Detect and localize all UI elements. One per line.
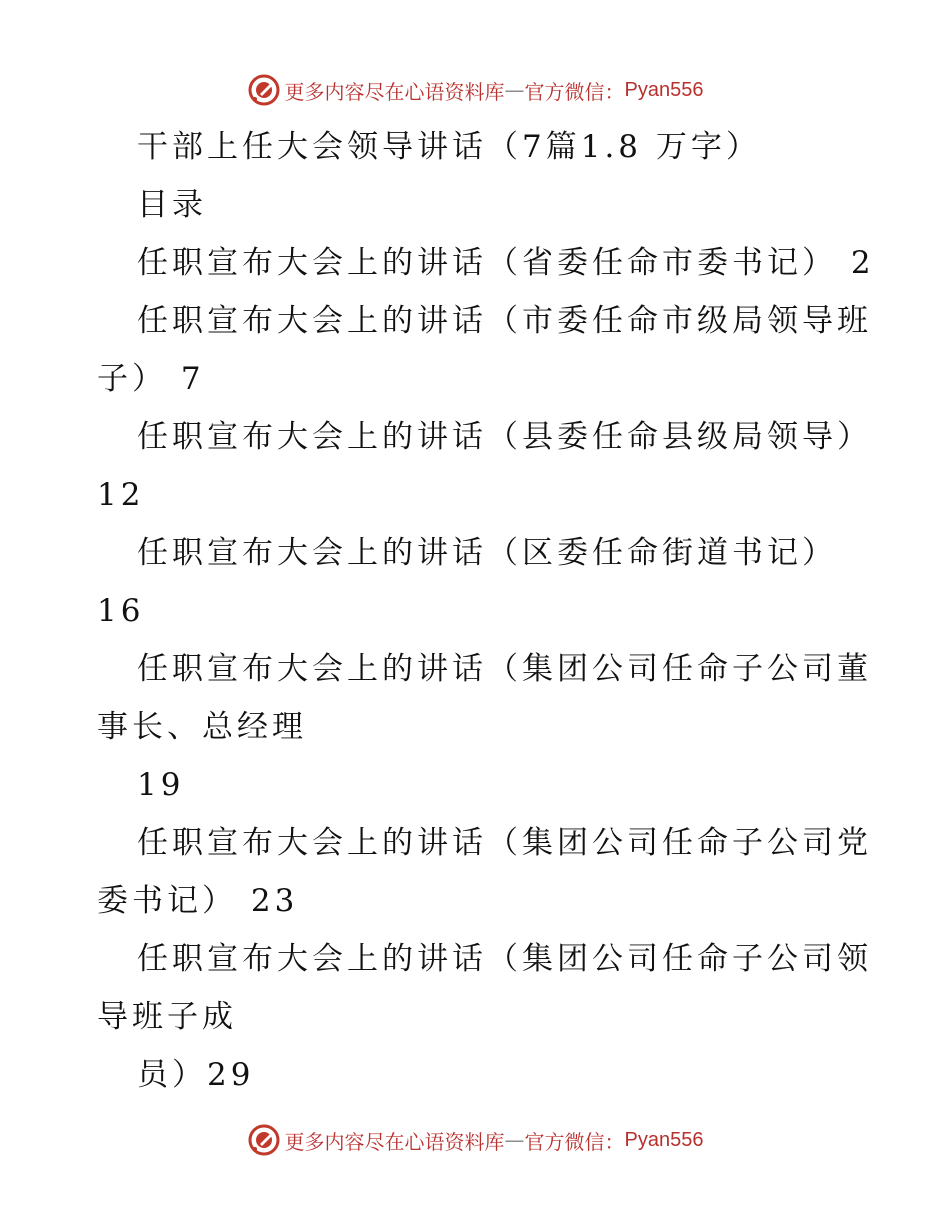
banner-wechat-id: Pyan556 bbox=[624, 78, 704, 101]
banner-dash: — bbox=[504, 78, 525, 102]
toc-entry-4-page: 16 bbox=[97, 593, 145, 629]
document-title: 干部上任大会领导讲话（7篇1.8 万字） bbox=[137, 129, 761, 165]
toc-entry-7-cont: 导班子成 bbox=[97, 999, 237, 1035]
banner-wechat-label: 官方微信： bbox=[524, 1129, 625, 1154]
toc-heading: 目录 bbox=[137, 187, 207, 223]
toc-entry-2: 任职宣布大会上的讲话（市委任命市级局领导班 bbox=[137, 303, 872, 339]
banner-dash: — bbox=[504, 1128, 525, 1152]
banner-slogan: 更多内容尽在心语资料库 bbox=[284, 1129, 505, 1154]
toc-entry-3: 任职宣布大会上的讲话（县委任命县级局领导） bbox=[137, 419, 872, 455]
toc-entry-3-page: 12 bbox=[97, 477, 145, 513]
toc-entry-5-cont: 事长、总经理 bbox=[97, 709, 307, 745]
pen-nib-logo-icon bbox=[247, 1123, 281, 1157]
document-body bbox=[97, 118, 875, 1104]
toc-entry-5: 任职宣布大会上的讲话（集团公司任命子公司董 bbox=[137, 651, 872, 687]
pen-nib-logo-icon bbox=[247, 73, 281, 107]
toc-entry-1: 任职宣布大会上的讲话（省委任命市委书记） 2 bbox=[137, 245, 875, 281]
toc-entry-6-cont: 委书记） 23 bbox=[97, 883, 299, 919]
banner-wechat-id: Pyan556 bbox=[624, 1128, 704, 1151]
footer-banner bbox=[0, 1120, 950, 1160]
toc-entry-2-cont: 子） 7 bbox=[97, 361, 205, 397]
toc-entry-4: 任职宣布大会上的讲话（区委任命街道书记） bbox=[137, 535, 837, 571]
toc-entry-5-page: 19 bbox=[137, 767, 185, 803]
toc-entry-7: 任职宣布大会上的讲话（集团公司任命子公司领 bbox=[137, 941, 872, 977]
banner-wechat-label: 官方微信： bbox=[524, 79, 625, 104]
toc-entry-6: 任职宣布大会上的讲话（集团公司任命子公司党 bbox=[137, 825, 872, 861]
banner-slogan: 更多内容尽在心语资料库 bbox=[284, 79, 505, 104]
toc-entry-7-page: 员）29 bbox=[137, 1057, 255, 1093]
header-banner bbox=[0, 70, 950, 110]
